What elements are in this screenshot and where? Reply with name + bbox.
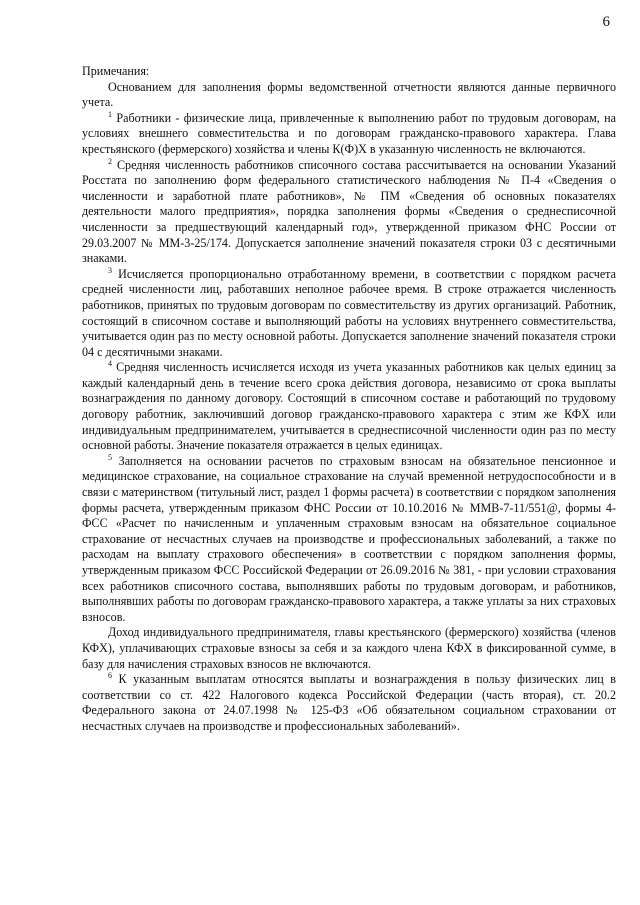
page-number: 6	[602, 14, 610, 30]
footnote-mark: 1	[108, 109, 112, 119]
footnote-text: Средняя численность исчисляется исходя из учета указанных работников как целых единиц за каждый календарный день в течение всего срока действия договора, независимо от срока выплаты вознаграждения по данному договору. Состоящий в списочном составе и работающий по трудовому договору работник, заключивший договор гражданско-правового характера с этим же КФХ или индивидуальным предпринимателем, учитывается в среднесписочной численности один раз по месту основной работы. Значение показателя отражается в целых единицах.	[82, 360, 616, 453]
footnote-mark: 4	[108, 359, 112, 369]
footnote-text: К указанным выплатам относятся выплаты и вознаграждения в пользу физических лиц в соответствии со ст. 422 Налогового кодекса Российской Федерации (часть вторая), ст. 20.2 Федерального закона от 24.07.1998 № 125-ФЗ «Об обязательном социальном страховании от несчастных случаев на производстве и профессиональных заболеваний».	[82, 672, 616, 733]
footnote-mark: 3	[108, 265, 112, 275]
footnote-2	[82, 158, 616, 267]
footnote-4	[82, 360, 616, 454]
footnote-6	[82, 672, 616, 734]
footnote-text: Средняя численность работников списочного состава рассчитывается на основании Указаний Росстата по заполнению форм федерального статистического наблюдения № П-4 «Сведения о численности и заработной плате работников», № ПМ «Сведения об основных показателях деятельности малого предприятия», порядка заполнения формы «Сведения о среднесписочной численности за предшествующий календарный год», утвержденной приказом ФНС России от 29.03.2007 № ММ-3-25/174. Допускается заполнение значений показателя строки 03 с десятичными знаками.	[82, 157, 616, 266]
footnote-1	[82, 111, 616, 158]
notes-title: Примечания:	[82, 64, 150, 78]
intro-paragraph: Основанием для заполнения формы ведомственной отчетности являются данные первичного учета.	[82, 79, 616, 110]
footnote-5-extra: Доход индивидуального предпринимателя, главы крестьянского (фермерского) хозяйства (членов КФХ), уплачивающих страховые взносы за себя и за каждого члена КФХ в фиксированной сумме, в базу для начисления страховых взносов не включаются.	[82, 625, 616, 671]
footnote-mark: 6	[108, 671, 112, 681]
footnote-mark: 2	[108, 156, 112, 166]
footnote-text: Заполняется на основании расчетов по страховым взносам на обязательное пенсионное и медицинское страхование, на социальное страхование на случай временной нетрудоспособности и в связи с материнством (титульный лист, раздел 1 формы расчета) в соответствии с порядком заполнения формы расчета, утвержденным приказом ФНС России от 10.10.2016 № ММВ-7-11/551@, формы 4-ФСС «Расчет по начисленным и уплаченным страховым взносам на обязательное социальное страхование от несчастных случаев на производстве и профессиональных заболеваний, а также по расходам на выплату страхового обеспечения» в соответствии с порядком заполнения формы, утвержденным приказом ФСС Российской Федерации от 26.09.2016 № 381, - при условии страхования всех работников списочного состава, выполнявших работы по трудовым договорам, и работников, выполнявших работы по договорам гражданско-правового характера, а также уплаты за них страховых взносов.	[82, 453, 616, 624]
footnote-text: Исчисляется пропорционально отработанному времени, в соответствии с порядком расчета средней численности лиц, работавших неполное рабочее время. В строке отражается численность работников, принятых по трудовым договорам по совместительству из других организаций. Работник, состоящий в списочном составе и выполняющий работы на условиях внутреннего совместительства, учитывается один раз по месту основной работы. Допускается заполнение значений показателя строки 04 с десятичными знаками.	[82, 266, 616, 359]
notes-section	[82, 64, 616, 735]
footnote-3	[82, 267, 616, 361]
footnote-text: Работники - физические лица, привлеченные к выполнению работ по трудовым договорам, на условиях внешнего совместительства и по договорам гражданско-правового характера. Глава крестьянского (фермерского) хозяйства и члены К(Ф)Х в указанную численность не включаются.	[82, 110, 617, 156]
footnote-5	[82, 454, 616, 626]
footnote-mark: 5	[108, 452, 112, 462]
